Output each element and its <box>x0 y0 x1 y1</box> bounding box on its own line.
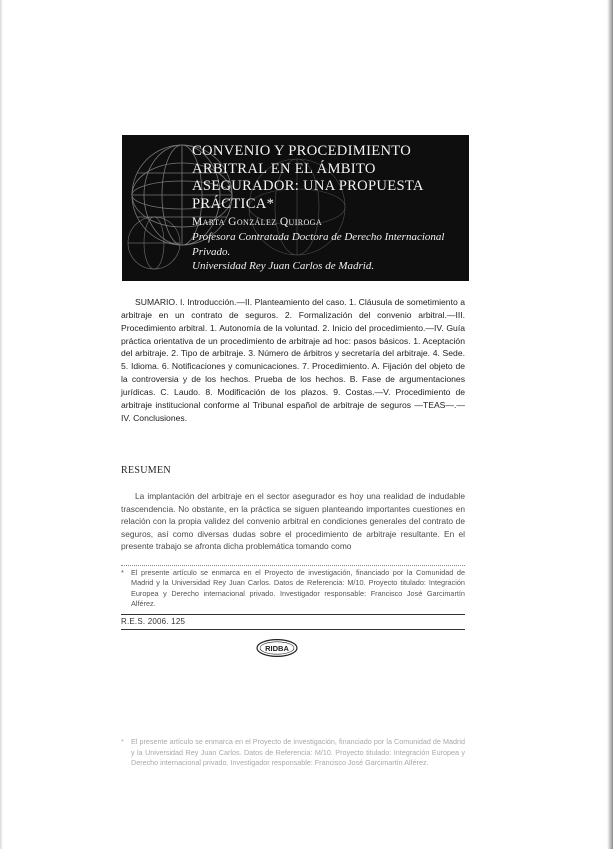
reference-rule-top <box>121 614 465 615</box>
article-title: CONVENIO Y PROCEDIMIENTO ARBITRAL EN EL ÁMBITO ASEGURADOR: UNA PROPUESTA PRÁCTICA* <box>192 143 423 212</box>
abstract-heading: RESUMEN <box>121 465 171 476</box>
author-affiliation-university: Universidad Rey Juan Carlos de Madrid. <box>192 260 375 272</box>
bleed-through-mark: * <box>121 737 124 746</box>
abstract-paragraph: La implantación del arbitraje en el sector asegurador es hoy una realidad de indudable trascendencia. No obstante, en la práctica se siguen planteando importantes cuestiones en relación con la propia validez del convenio arbitral en condiciones generales del contrato de seguros, así como diversas dudas sobre el procedimiento de arbitraje resultante. En el presente trabajo se afronta dicha problemática tomando como <box>121 491 465 552</box>
footnote-mark: * <box>121 568 124 577</box>
footnote <box>121 568 465 610</box>
summary-paragraph: SUMARIO. I. Introducción.—II. Planteamiento del caso. 1. Cláusula de sometimiento a arbitraje en un contrato de seguros. 2. Formalización del convenio arbitral.—III. Procedimiento arbitral. 1. Autonomía de la voluntad. 2. Inicio del procedimiento.—IV. Guía práctica orientativa de un procedimiento de arbitraje ad hoc: pasos básicos. 1. Aceptación del arbitraje. 2. Tipo de arbitraje. 3. Número de árbitros y secretaría del arbitraje. 4. Sede. 5. Idioma. 6. Notificaciones y comunicaciones. 7. Procedimiento. A. Fijación del objeto de la controversia y de los hechos. Prueba de los hechos. B. Fase de argumentaciones jurídicas. C. Laudo. 8. Modificación de los plazos. 9. Costas.—V. Procedimiento de arbitraje institucional conforme al Tribunal español de arbitraje de seguros —TEAS—.—IV. Conclusiones. <box>121 297 465 423</box>
scan-shadow-left <box>0 0 3 849</box>
bleed-through-footnote <box>121 737 465 769</box>
reference-rule-bottom <box>121 629 465 630</box>
author-block <box>192 215 462 274</box>
scan-shadow-right <box>607 0 613 849</box>
author-name: Marta González Quiroga <box>192 216 323 228</box>
footnote-divider <box>121 565 465 566</box>
title-banner <box>122 135 469 281</box>
author-affiliation-position: Profesora Contratada Doctora de Derecho Internacional Privado. <box>192 231 445 258</box>
journal-reference: R.E.S. 2006. 125 <box>121 617 186 626</box>
publisher-logo-icon <box>256 639 298 657</box>
bleed-through-text: El presente artículo se enmarca en el Proyecto de investigación, financiado por la Comunidad de Madrid y la Universidad Rey Juan Carlos. Datos de Referencia: M/10. Proyecto titulado: Integración Europea y Derecho internacional privado. Investigador responsable: Francisco José Garcimartín Alférez. <box>131 737 465 768</box>
publisher-logo-text: RIDBA <box>265 643 289 653</box>
footnote-text: El presente artículo se enmarca en el Proyecto de investigación, financiado por la Comunidad de Madrid y la Universidad Rey Juan Carlos. Datos de Referencia: M/10. Proyecto titulado: Integración Europea y Derecho internacional privado. Investigador responsable: Francisco José Garcimartín Alférez. <box>131 568 465 609</box>
